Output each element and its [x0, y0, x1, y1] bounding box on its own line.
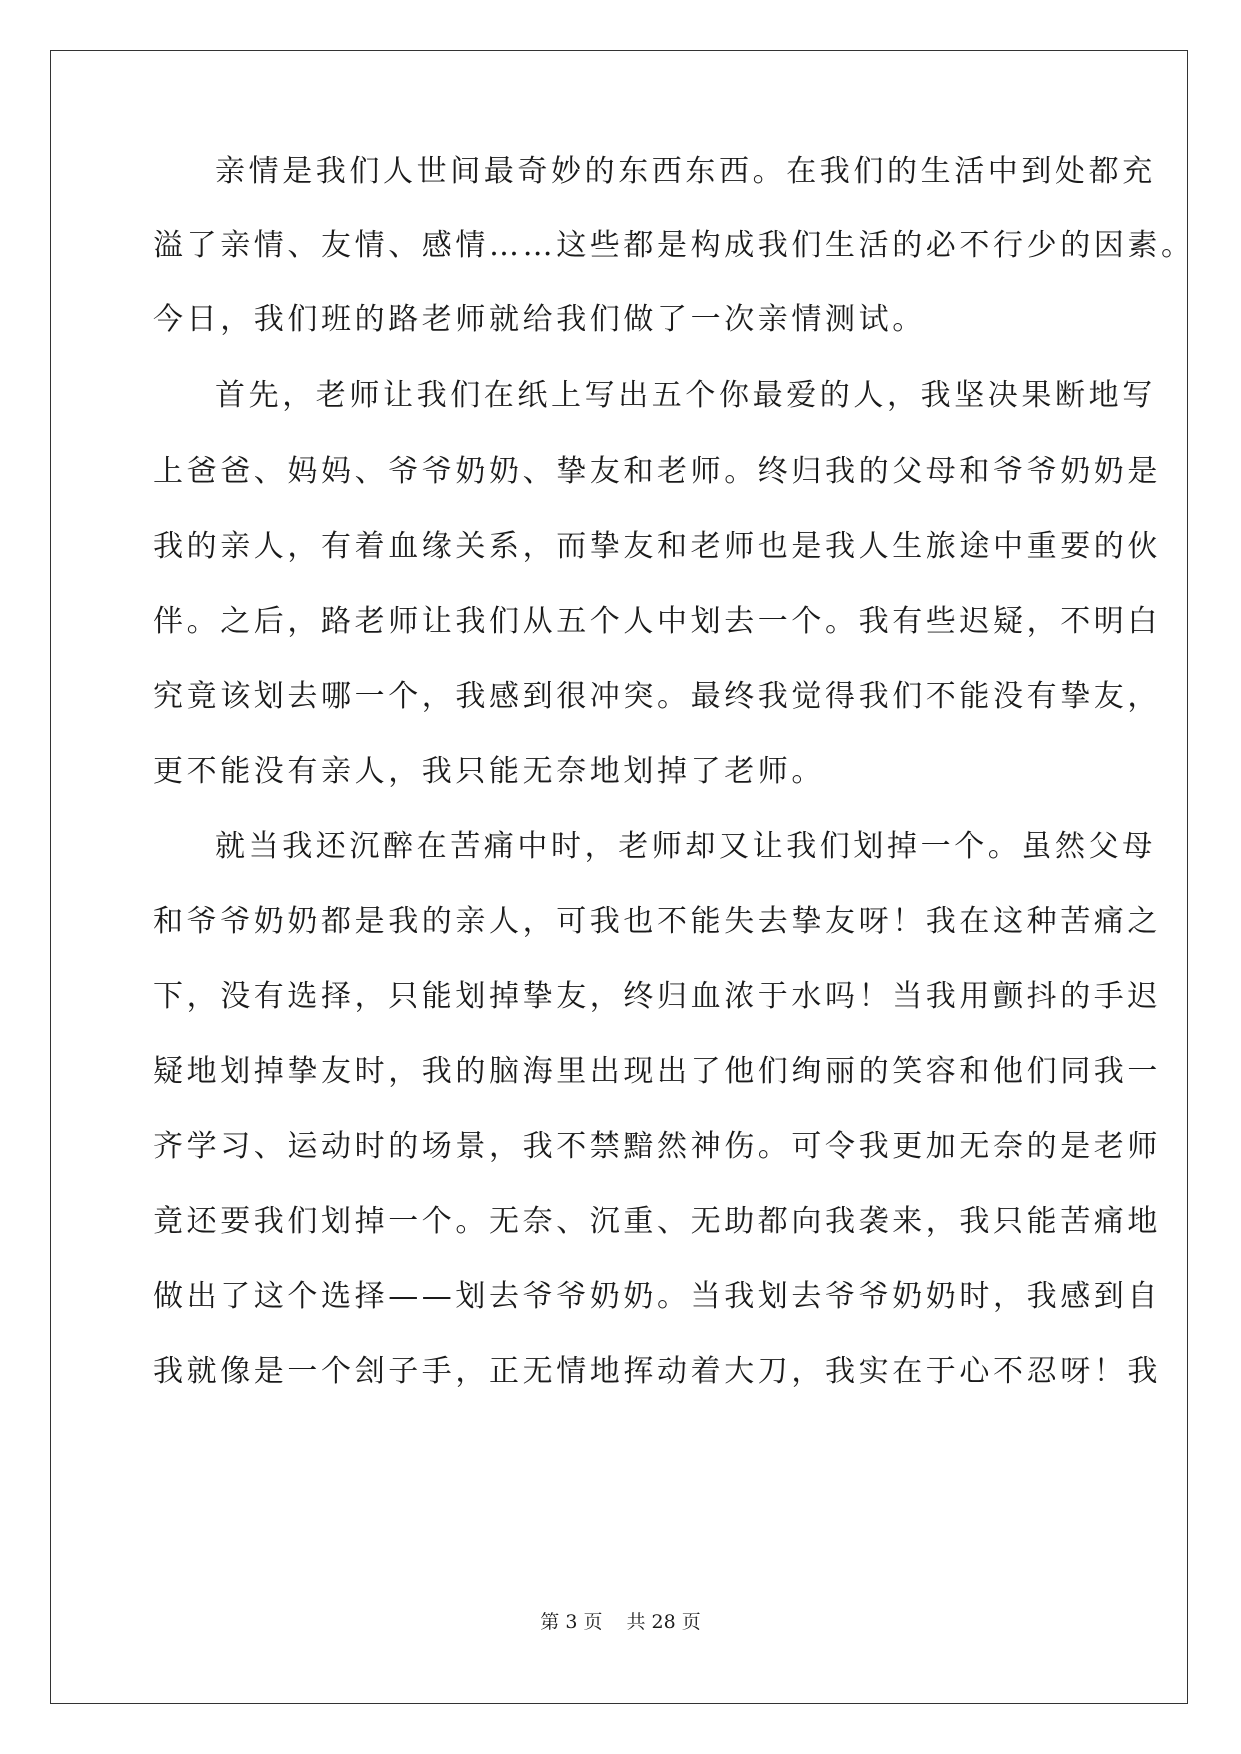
page-border — [50, 50, 1188, 1704]
total-pages: 共 28 页 — [626, 1611, 701, 1633]
text-line: 究竟该划去哪一个，我感到很冲突。最终我觉得我们不能没有挚友， — [153, 679, 1161, 714]
text-line: 和爷爷奶奶都是我的亲人，可我也不能失去挚友呀！我在这种苦痛之 — [153, 904, 1161, 939]
text-line: 今日，我们班的路老师就给我们做了一次亲情测试。 — [153, 302, 926, 337]
text-line: 亲情是我们人世间最奇妙的东西东西。在我们的生活中到处都充 — [215, 154, 1156, 189]
text-line: 伴。之后，路老师让我们从五个人中划去一个。我有些迟疑，不明白 — [153, 604, 1161, 639]
text-line: 做出了这个选择——划去爷爷奶奶。当我划去爷爷奶奶时，我感到自 — [153, 1279, 1161, 1314]
text-line: 下，没有选择，只能划掉挚友，终归血浓于水吗！当我用颤抖的手迟 — [153, 979, 1161, 1014]
text-line: 首先，老师让我们在纸上写出五个你最爱的人，我坚决果断地写 — [215, 378, 1156, 413]
text-line: 我的亲人，有着血缘关系，而挚友和老师也是我人生旅途中重要的伙 — [153, 529, 1161, 564]
text-line: 疑地划掉挚友时，我的脑海里出现出了他们绚丽的笑容和他们同我一 — [153, 1054, 1161, 1089]
text-line: 齐学习、运动时的场景，我不禁黯然神伤。可令我更加无奈的是老师 — [153, 1129, 1161, 1164]
page-footer — [0, 1610, 1241, 1634]
text-line: 竟还要我们划掉一个。无奈、沉重、无助都向我袭来，我只能苦痛地 — [153, 1204, 1161, 1239]
text-line: 我就像是一个刽子手，正无情地挥动着大刀，我实在于心不忍呀！我 — [153, 1354, 1161, 1389]
text-line: 就当我还沉醉在苦痛中时，老师却又让我们划掉一个。虽然父母 — [215, 829, 1156, 864]
text-line: 上爸爸、妈妈、爷爷奶奶、挚友和老师。终归我的父母和爷爷奶奶是 — [153, 454, 1161, 489]
page-number: 第 3 页 — [540, 1611, 603, 1633]
text-line: 溢了亲情、友情、感情……这些都是构成我们生活的必不行少的因素。 — [153, 228, 1195, 263]
text-line: 更不能没有亲人，我只能无奈地划掉了老师。 — [153, 754, 825, 789]
